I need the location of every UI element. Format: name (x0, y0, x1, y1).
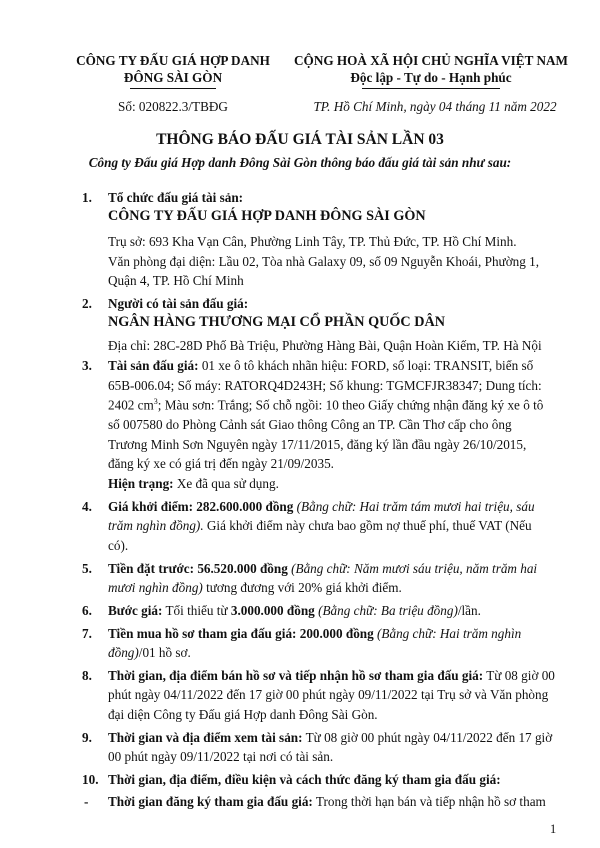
section-3-line6: đăng ký xe có giá trị đến ngày 21/09/2035. (108, 456, 334, 471)
section-8-line2: phút ngày 04/11/2022 đến 17 giờ 00 phút ngày 09/11/2022 tại Trụ sở và Văn phòng (108, 687, 549, 702)
section-9-number: 9. (82, 730, 92, 745)
deposit-rate: tương đương với 20% giá khởi điểm. (202, 580, 402, 595)
nation-motto: Độc lập - Tự do - Hạnh phúc (350, 70, 512, 85)
document-number: Số: 020822.3/TBĐG (118, 99, 228, 114)
auction-org-hq: Trụ sở: 693 Kha Vạn Cân, Phường Linh Tây, TP. Thủ Đức, TP. Hồ Chí Minh. (108, 234, 517, 249)
section-3-number: 3. (82, 358, 92, 373)
section-5-line2 (108, 580, 402, 596)
section-3-line5: Trương Minh Sơn Nguyên ngày 17/11/2015, đăng ký lần đầu ngày 26/10/2015, (108, 437, 527, 452)
section-8-line1 (108, 668, 555, 684)
section-5-number: 5. (82, 561, 92, 576)
bid-step-pre: Tối thiểu từ (162, 603, 231, 618)
section-9-line1 (108, 730, 552, 746)
auction-org-office-line1: Văn phòng đại diện: Lầu 02, Tòa nhà Galaxy 09, số 09 Nguyễn Khoái, Phường 1, (108, 254, 540, 269)
dossier-fee-words-1: (Bằng chữ: Hai trăm nghìn (373, 626, 522, 641)
starting-price-words-2: trăm nghìn đồng). (108, 518, 204, 533)
section-10-heading: Thời gian, địa điểm, điều kiện và cách thức đăng ký tham gia đấu giá: (108, 772, 501, 787)
starting-price-note: Giá khởi điểm này chưa bao gồm nợ thuế phí, thuế VAT (Nếu (203, 518, 532, 533)
starting-price: Giá khởi điểm: 282.600.000 đồng (108, 499, 294, 514)
dossier-sale-text-1: Từ 08 giờ 00 (483, 668, 555, 683)
company-name-line1: CÔNG TY ĐẤU GIÁ HỢP DANH (76, 53, 270, 68)
section-3-line3 (108, 397, 543, 413)
section-6-number: 6. (82, 603, 92, 618)
deposit-words-1: (Bằng chữ: Năm mươi sáu triệu, năm trăm hai (287, 561, 538, 576)
bid-step-post: /lần. (457, 603, 481, 618)
dossier-fee-words-2: đồng) (108, 645, 139, 660)
asset-owner-address: Địa chỉ: 28C-28D Phố Bà Triệu, Phường Hàng Bài, Quận Hoàn Kiếm, TP. Hà Nội (108, 338, 542, 353)
bid-step-words: (Bằng chữ: Ba triệu đồng) (314, 603, 458, 618)
section-4-line3: có). (108, 538, 129, 553)
viewing-label: Thời gian và địa điểm xem tài sản: (108, 730, 303, 745)
nation-title: CỘNG HOÀ XÃ HỘI CHỦ NGHĨA VIỆT NAM (294, 53, 568, 68)
section-10-number: 10. (82, 772, 99, 787)
place-date: TP. Hồ Chí Minh, ngày 04 tháng 11 năm 2022 (313, 99, 557, 114)
section-2-number: 2. (82, 296, 92, 311)
auction-org-name: CÔNG TY ĐẤU GIÁ HỢP DANH ĐÔNG SÀI GÒN (108, 208, 426, 224)
section-7-line1 (108, 626, 521, 642)
section-7-line2 (108, 645, 191, 661)
starting-price-words-1: (Bằng chữ: Hai trăm tám mươi hai triệu, sáu (293, 499, 535, 514)
intro-line: Công ty Đấu giá Hợp danh Đông Sài Gòn thông báo đấu giá tài sản như sau: (88, 155, 512, 170)
section-8-line3: đại diện Công ty Đấu giá Hợp danh Đông Sài Gòn. (108, 707, 378, 722)
capacity-value: 2402 cm (108, 397, 154, 413)
dossier-fee-post: /01 hồ sơ. (138, 645, 191, 660)
asset-label: Tài sản đấu giá: (108, 358, 199, 373)
asset-owner-name: NGÂN HÀNG THƯƠNG MẠI CỔ PHẦN QUỐC DÂN (108, 314, 445, 330)
motto-underline (362, 88, 500, 89)
status-label: Hiện trạng: (108, 476, 174, 491)
company-name-line2: ĐÔNG SÀI GÒN (123, 70, 223, 85)
asset-desc-3: ; Màu sơn: Trắng; Số chỗ ngồi: 10 theo Giấy chứng nhận đăng ký xe ô tô (157, 397, 544, 413)
bid-step-amount: 3.000.000 đồng (230, 603, 315, 618)
section-6-line1 (108, 603, 481, 619)
section-1-heading: Tổ chức đấu giá tài sản: (108, 190, 244, 205)
deposit-amount: Tiền đặt trước: 56.520.000 đồng (108, 561, 288, 576)
section-4-line2 (108, 518, 532, 534)
auction-org-office-line2: Quận 4, TP. Hồ Chí Minh (108, 273, 244, 288)
capacity-superscript: 3 (153, 397, 158, 406)
section-8-number: 8. (82, 668, 92, 683)
section-4-number: 4. (82, 499, 92, 514)
section-2-heading: Người có tài sản đấu giá: (108, 296, 249, 311)
page-number: 1 (550, 822, 557, 836)
registration-time-text: Trong thời hạn bán và tiếp nhận hồ sơ tham (312, 794, 546, 809)
section-5-line1 (108, 561, 537, 577)
registration-time-label: Thời gian đăng ký tham gia đấu giá: (108, 794, 313, 809)
deposit-words-2: mươi nghìn đồng) (108, 580, 203, 595)
section-7-number: 7. (82, 626, 92, 641)
asset-desc-1: 01 xe ô tô khách nhãn hiệu: FORD, số loại: TRANSIT, biển số (198, 358, 534, 373)
section-3-line1 (108, 358, 533, 374)
dossier-sale-label: Thời gian, địa điểm bán hồ sơ và tiếp nhận hồ sơ tham gia đấu giá: (108, 668, 484, 683)
company-underline (130, 88, 216, 89)
dossier-fee: Tiền mua hồ sơ tham gia đấu giá: 200.000 đồng (108, 626, 374, 641)
section-9-line2: 00 phút ngày 09/11/2022 tại nơi có tài sản. (108, 749, 334, 764)
bid-step-label: Bước giá: (108, 603, 163, 618)
viewing-text-1: Từ 08 giờ 00 phút ngày 04/11/2022 đến 17 giờ (302, 730, 553, 745)
section-4-line1 (108, 499, 535, 515)
section-3-line2: 65B-006.04; Số máy: RATORQ4D243H; Số khung: TGMCFJR38347; Dung tích: (108, 378, 542, 393)
status-value: Xe đã qua sử dụng. (173, 476, 279, 491)
section-1-number: 1. (82, 190, 92, 205)
section-10-sub-line1 (108, 794, 546, 810)
section-3-line4: số 007580 do Phòng Cảnh sát Giao thông Công an TP. Cần Thơ cấp cho ông (108, 417, 512, 432)
document-title: THÔNG BÁO ĐẤU GIÁ TÀI SẢN LẦN 03 (156, 131, 444, 148)
asset-status (108, 476, 279, 492)
section-10-bullet: - (84, 794, 89, 809)
